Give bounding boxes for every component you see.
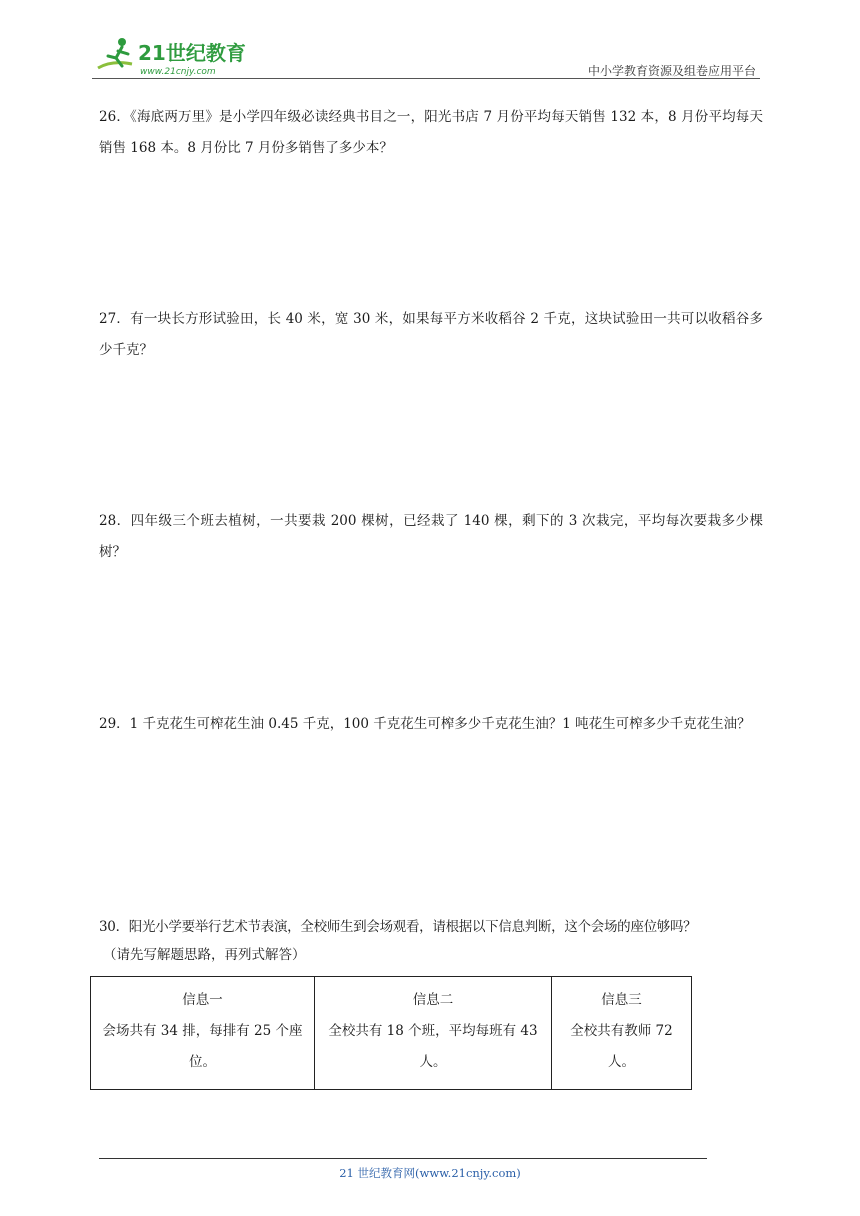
svg-text:21世纪教育: 21世纪教育 <box>138 41 246 65</box>
info-title: 信息二 <box>412 992 454 1008</box>
question-text: 26．《海底两万里》是小学四年级必读经典书目之一，阳光书店 7 月份平均每天销售 132 本，8 月份平均每天销售 168 本。8 月份比 7 月份多销售了多少本？ <box>99 109 763 156</box>
footer-link[interactable]: 21 世纪教育网(www.21cnjy.com) <box>339 1166 521 1180</box>
info-table <box>90 976 692 1090</box>
page-header <box>92 30 760 78</box>
header-divider <box>92 78 760 79</box>
info-cell-3 <box>552 977 692 1090</box>
question-note: （请先写解题思路，再列式解答） <box>103 947 306 963</box>
header-tagline: 中小学教育资源及组卷应用平台 <box>587 64 756 78</box>
question-text: 29．1 千克花生可榨花生油 0.45 千克，100 千克花生可榨多少千克花生油？1 吨花生可榨多少千克花生油？ <box>99 716 751 732</box>
info-body: 全校共有教师 72 人。 <box>570 1023 673 1070</box>
question-30 <box>99 912 763 970</box>
question-text: 30．阳光小学要举行艺术节表演，全校师生到会场观看，请根据以下信息判断，这个会场的座位够吗？ <box>99 919 697 935</box>
footer-divider <box>99 1158 707 1159</box>
info-cell-2 <box>315 977 552 1090</box>
site-logo <box>92 34 262 78</box>
question-28 <box>99 506 763 568</box>
info-cell-1 <box>91 977 315 1090</box>
info-body: 会场共有 34 排，每排有 25 个座位。 <box>102 1023 303 1070</box>
question-29 <box>99 709 763 740</box>
question-text: 28．四年级三个班去植树，一共要栽 200 棵树，已经栽了 140 棵，剩下的 3 次栽完，平均每次要栽多少棵树？ <box>99 513 763 560</box>
question-27 <box>99 304 763 366</box>
info-title: 信息一 <box>182 992 223 1008</box>
info-title: 信息三 <box>601 992 642 1008</box>
info-body: 全校共有 18 个班，平均每班有 43 人。 <box>328 1023 538 1070</box>
question-26 <box>99 102 763 164</box>
svg-text:www.21cnjy.com: www.21cnjy.com <box>140 67 216 77</box>
table-row <box>91 977 692 1090</box>
question-text: 27．有一块长方形试验田，长 40 米，宽 30 米，如果每平方米收稻谷 2 千克，这块试验田一共可以收稻谷多少千克？ <box>99 311 763 358</box>
